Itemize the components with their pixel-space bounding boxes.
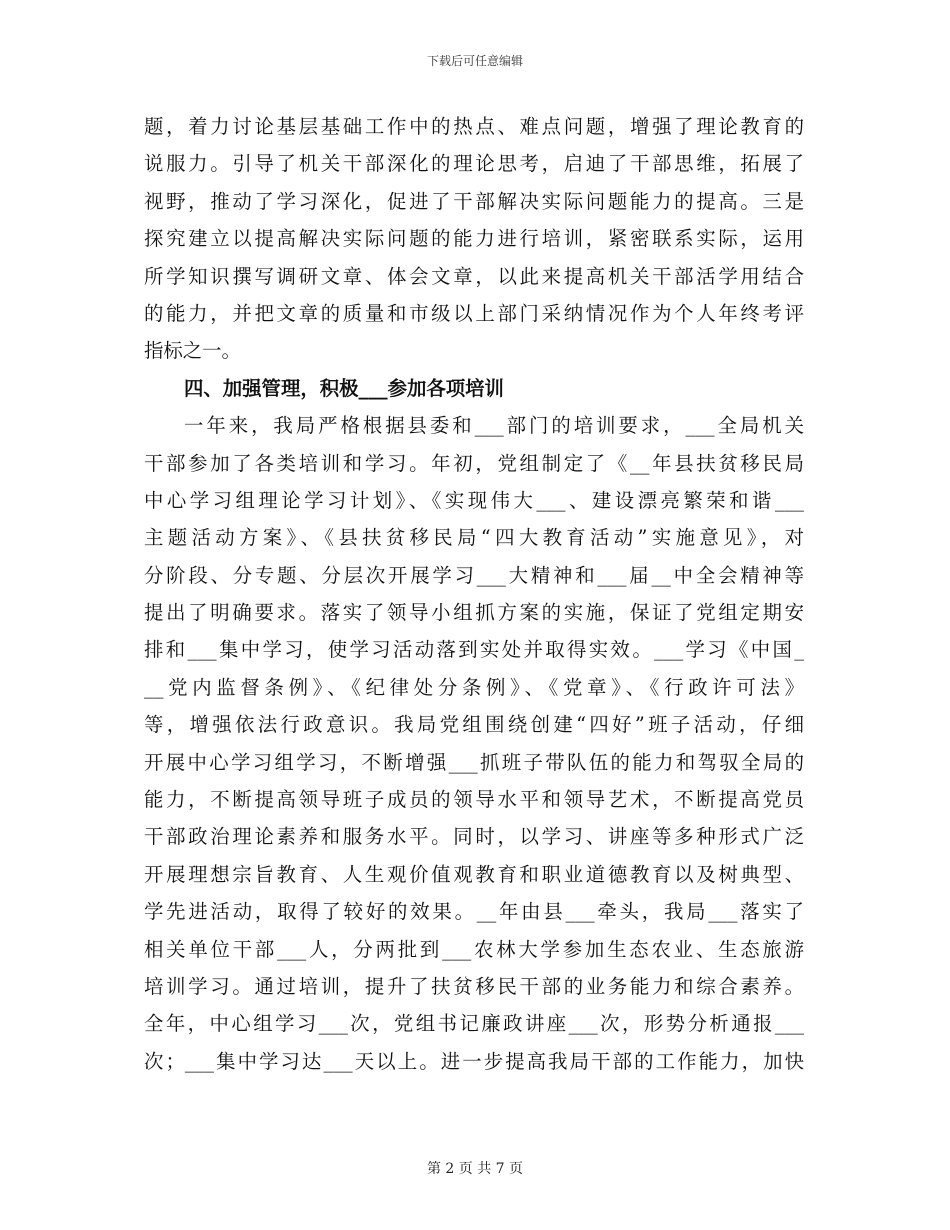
paragraph-line: 所学知识撰写调研文章、体会文章，以此来提高机关干部活学用结合 [144, 264, 804, 288]
paragraph-line: 的能力，并把文章的质量和市级以上部门采纳情况作为个人年终考评 [144, 301, 804, 325]
paragraph-line: 主题活动方案》、《县扶贫移民局“四大教育活动”实施意见》，对 [144, 526, 804, 550]
paragraph-line: 分阶段、分专题、分层次开展学习___大精神和___届__中全会精神等 [144, 563, 804, 587]
page-header [0, 52, 950, 69]
paragraph-line: 开展理想宗旨教育、人生观价值观教育和职业道德教育以及树典型、 [144, 862, 804, 886]
paragraph-line: 等，增强依法行政意识。我局党组围绕创建“四好”班子活动，仔细 [144, 713, 804, 737]
paragraph-line: 说服力。引导了机关干部深化的理论思考，启迪了干部思维，拓展了 [144, 152, 804, 176]
paragraph-line: 一年来，我局严格根据县委和___部门的培训要求，___全局机关 [184, 414, 804, 438]
paragraph-line: 相关单位干部___人，分两批到___农林大学参加生态农业、生态旅游 [144, 937, 804, 961]
paragraph-line: 培训学习。通过培训，提升了扶贫移民干部的业务能力和综合素养。 [144, 974, 804, 998]
paragraph-line: 提出了明确要求。落实了领导小组抓方案的实施，保证了党组定期安 [144, 601, 804, 625]
paragraph-line: 次；___集中学习达___天以上。进一步提高我局干部的工作能力，加快 [144, 1049, 804, 1073]
paragraph-line: 排和___集中学习，使学习活动落到实处并取得实效。___学习《中国_ [144, 638, 804, 662]
paragraph-line: 视野，推动了学习深化，促进了干部解决实际问题能力的提高。三是 [144, 189, 804, 213]
document-body [144, 108, 804, 1080]
page-number: 第 2 页 共 7 页 [426, 1161, 524, 1177]
header-text: 下载后可任意编辑 [426, 54, 523, 68]
paragraph-line: 中心学习组理论学习计划》、《实现伟大___、建设漂亮繁荣和谐___ [144, 488, 804, 512]
paragraph-line: 干部政治理论素养和服务水平。同时，以学习、讲座等多种形式广泛 [144, 825, 804, 849]
paragraph-line: 干部参加了各类培训和学习。年初，党组制定了《__年县扶贫移民局 [144, 451, 804, 475]
page-footer [0, 1158, 950, 1178]
paragraph-line: 能力，不断提高领导班子成员的领导水平和领导艺术，不断提高党员 [144, 788, 804, 812]
paragraph-line: 全年，中心组学习___次，党组书记廉政讲座___次，形势分析通报___ [144, 1012, 804, 1036]
section-heading: 四、加强管理，积极___参加各项培训 [184, 376, 504, 400]
paragraph-line: 学先进活动，取得了较好的效果。__年由县___牵头，我局___落实了 [144, 900, 804, 924]
paragraph-line: __党内监督条例》、《纪律处分条例》、《党章》、《行政许可法》 [144, 675, 804, 699]
paragraph-line: 探究建立以提高解决实际问题的能力进行培训，紧密联系实际，运用 [144, 227, 804, 251]
paragraph-line: 开展中心学习组学习，不断增强___抓班子带队伍的能力和驾驭全局的 [144, 750, 804, 774]
paragraph-line: 题，着力讨论基层基础工作中的热点、难点问题，增强了理论教育的 [144, 115, 804, 138]
paragraph-line: 指标之一。 [144, 339, 241, 363]
